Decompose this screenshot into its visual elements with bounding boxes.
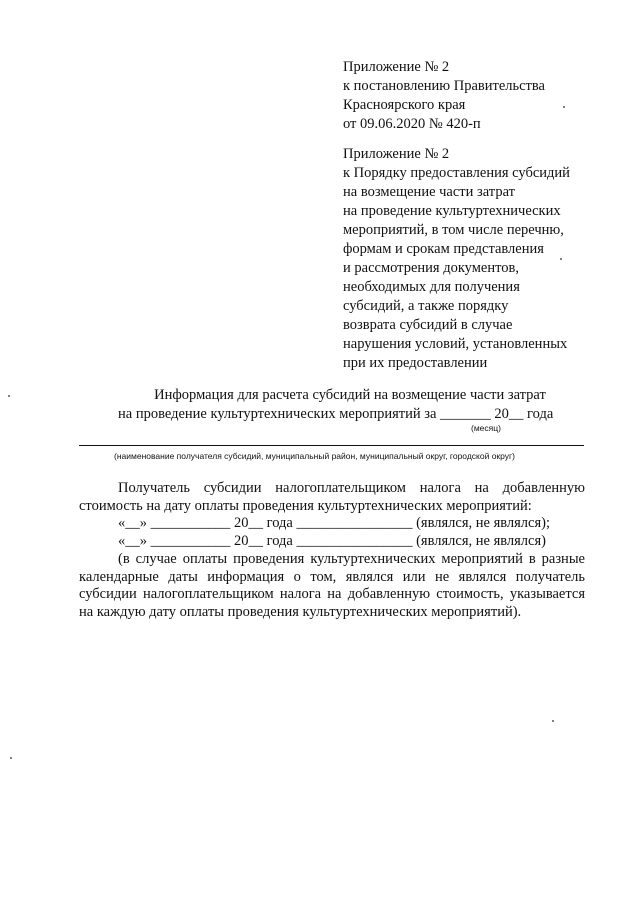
annex-procedure-line: необходимых для получения xyxy=(343,279,520,295)
form-title-line-2: на проведение культуртехнических мероприятий за _______ 20__ года xyxy=(118,406,554,422)
annex-procedure-line: к Порядку предоставления субсидий xyxy=(343,165,570,181)
annex-procedure-line: нарушения условий, установленных xyxy=(343,336,568,352)
annex-procedure-line: Приложение № 2 xyxy=(343,146,450,162)
scan-speck xyxy=(552,720,554,722)
annex-procedure-line: субсидий, а также порядку xyxy=(343,298,509,314)
annex-number: Приложение № 2 xyxy=(343,59,450,75)
date-row: «__» ___________ 20__ года ________________ (являлся, не являлся); xyxy=(118,515,551,532)
annex-resolution-ref: к постановлению Правительства xyxy=(343,78,545,94)
scan-speck xyxy=(560,258,562,260)
date-row: «__» ___________ 20__ года ________________ (являлся, не являлся) xyxy=(118,533,546,550)
month-caption: (месяц) xyxy=(471,423,501,433)
annex-procedure-line: формам и срокам представления xyxy=(343,241,544,257)
paragraph-line: стоимость на дату оплаты проведения культуртехнических мероприятий: xyxy=(79,497,532,514)
annex-procedure-line: возврата субсидий в случае xyxy=(343,317,513,333)
annex-procedure-line: на возмещение части затрат xyxy=(343,184,515,200)
recipient-caption: (наименование получателя субсидий, муниципальный район, муниципальный округ, городской округ) xyxy=(114,451,515,461)
annex-header-procedure xyxy=(343,145,593,373)
annex-region: Красноярского края xyxy=(343,97,466,113)
annex-procedure-line: при их предоставлении xyxy=(343,355,488,371)
paragraph-line: календарные даты информация о том, являлся или не являлся получатель xyxy=(79,568,585,585)
annex-procedure-line: на проведение культуртехнических xyxy=(343,203,561,219)
paragraph-line: на каждую дату оплаты проведения культуртехнических мероприятий). xyxy=(79,603,522,620)
paragraph-line: субсидии налогоплательщиком налога на добавленную стоимость, указывается xyxy=(79,586,585,603)
recipient-name-line xyxy=(79,445,584,446)
form-body xyxy=(79,480,585,622)
scan-speck xyxy=(8,395,10,397)
paragraph-line: (в случае оплаты проведения культуртехнических мероприятий в разные xyxy=(118,550,585,567)
form-title-line-1: Информация для расчета субсидий на возмещение части затрат xyxy=(154,387,546,403)
paragraph-line: Получатель субсидии налогоплательщиком налога на добавленную xyxy=(118,480,585,496)
annex-header-government xyxy=(343,58,545,134)
scan-speck xyxy=(563,106,565,108)
annex-procedure-line: мероприятий, в том числе перечню, xyxy=(343,222,564,238)
annex-procedure-line: и рассмотрения документов, xyxy=(343,260,519,276)
scan-speck xyxy=(10,757,12,759)
annex-date-number: от 09.06.2020 № 420-п xyxy=(343,116,481,132)
